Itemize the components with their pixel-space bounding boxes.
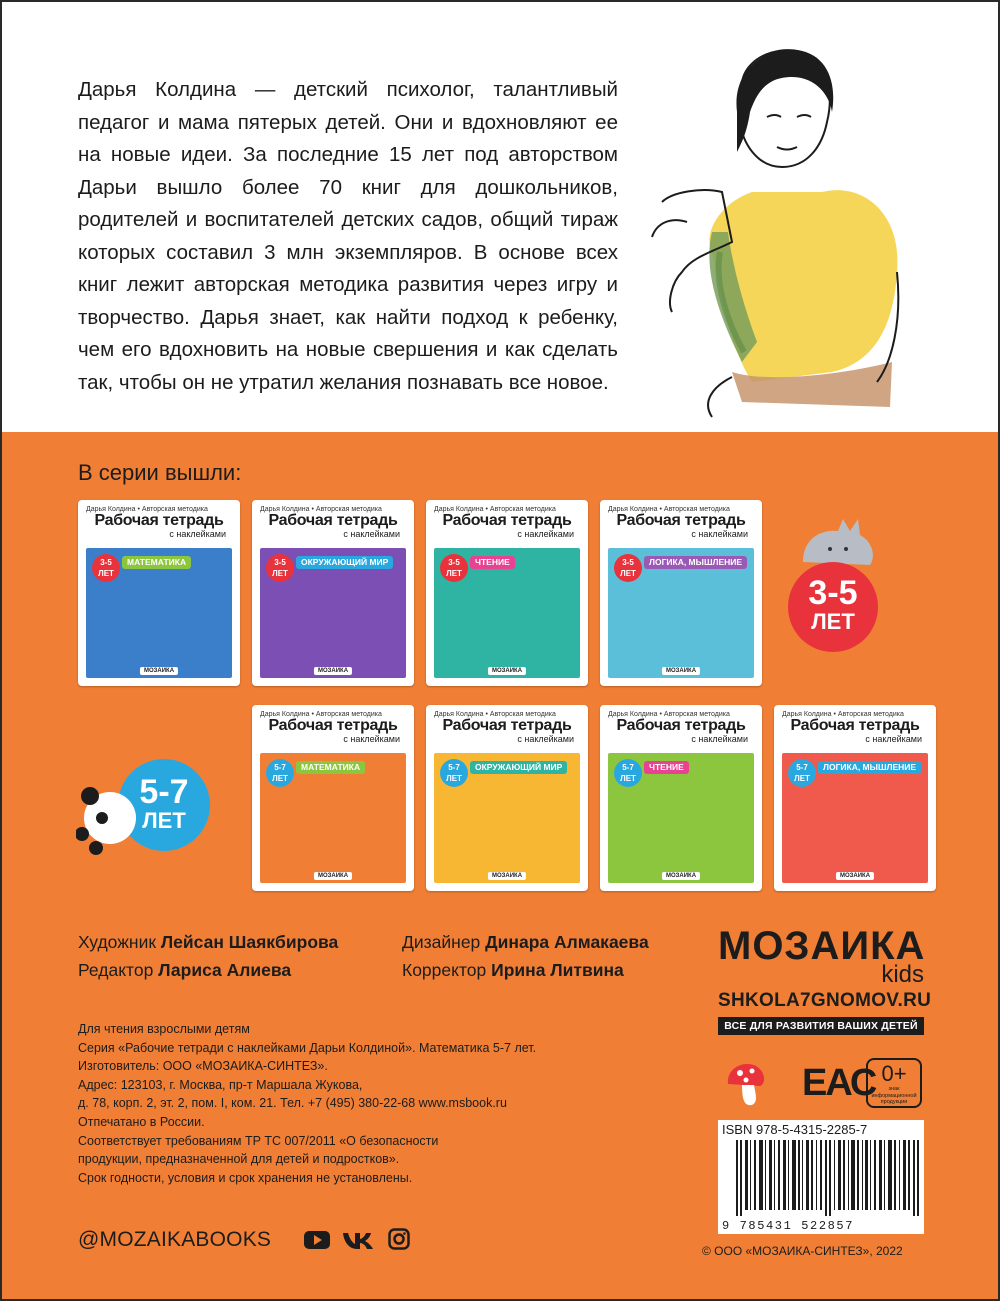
corrector-name: Ирина Литвина (491, 960, 624, 980)
book-age-badge: 5-7 ЛЕТ (440, 759, 468, 787)
credits-left (78, 928, 338, 984)
book-publisher: МОЗАИКА (488, 872, 526, 880)
book-age-badge: 5-7 ЛЕТ (788, 759, 816, 787)
book-subtitle: с наклейками (691, 529, 748, 539)
instagram-icon[interactable] (388, 1228, 410, 1250)
legal-line: Серия «Рабочие тетради с наклейками Дарьи Колдиной». Математика 5-7 лет. (78, 1040, 537, 1055)
editor-label: Редактор (78, 960, 154, 980)
book-age-badge: 3-5 ЛЕТ (266, 554, 294, 582)
editor-name: Лариса Алиева (158, 960, 292, 980)
book-author-line: Дарья Колдина • Авторская методика (434, 506, 556, 513)
book-author-line: Дарья Колдина • Авторская методика (260, 506, 382, 513)
book-subtitle: с наклейками (865, 734, 922, 744)
legal-line: Соответствует требованиям ТР ТС 007/2011 «О безопасности (78, 1133, 439, 1148)
book-cover-art (260, 548, 406, 678)
legal-line: Отпечатано в России. (78, 1114, 205, 1129)
age-badge-value: 5-7 (139, 773, 189, 811)
isbn-digits: 9 785431 522857 (722, 1219, 855, 1233)
panda-icon (76, 782, 140, 862)
legal-line: Изготовитель: ООО «МОЗАИКА-СИНТЕЗ». (78, 1059, 328, 1074)
book-age-badge: 3-5 ЛЕТ (440, 554, 468, 582)
book-title: Рабочая тетрадь (616, 717, 746, 734)
book-publisher: МОЗАИКА (488, 667, 526, 675)
book-subtitle: с наклейками (691, 734, 748, 744)
book-title: Рабочая тетрадь (94, 512, 224, 529)
author-bio-text: — детский психолог, талантливый педагог и мама пятерых детей. Они и вдохновляют ее на новые идеи. За последние 15 лет под авторством Дарьи вышло более 70 книг для дошкольников, родителей и воспитателей детских садов, общий тираж которых составил 3 млн экземпляров. В основе всех книг лежит авторская методика развития через игру и творчество. Дарья знает, как найти подход к ребенку, чем его вдохновить на новые свершения и как сделать так, чтобы он не утратил желания познавать все новое. (78, 78, 619, 394)
book-publisher: МОЗАИКА (314, 872, 352, 880)
corrector-label: Корректор (402, 960, 487, 980)
book-author-line: Дарья Колдина • Авторская методика (434, 711, 556, 718)
book-subject: ЧТЕНИЕ (644, 761, 689, 774)
book-title: Рабочая тетрадь (268, 717, 398, 734)
series-title: В серии вышли: (78, 460, 242, 485)
slogan: ВСЕ ДЛЯ РАЗВИТИЯ ВАШИХ ДЕТЕЙ (718, 1017, 924, 1035)
book-subject: ОКРУЖАЮЩИЙ МИР (296, 556, 393, 569)
book-cover-art (608, 548, 754, 678)
book-subject: ЛОГИКА, МЫШЛЕНИЕ (818, 761, 921, 774)
book-cover (600, 500, 762, 686)
legal-line: Адрес: 123103, г. Москва, пр-т Маршала Жукова, (78, 1077, 363, 1092)
legal-line: д. 78, корп. 2, эт. 2, пом. I, ком. 21. Тел. +7 (495) 380-22-68 www.msbook.ru (78, 1096, 507, 1111)
book-cover-art (260, 753, 406, 883)
book-title: Рабочая тетрадь (616, 512, 746, 529)
book-title: Рабочая тетрадь (442, 512, 572, 529)
book-cover-art (608, 753, 754, 883)
author-name: Дарья Колдина (78, 78, 237, 101)
book-age-badge: 3-5 ЛЕТ (614, 554, 642, 582)
mushroom-icon (724, 1058, 768, 1108)
artist-label: Художник (78, 932, 157, 952)
book-author-line: Дарья Колдина • Авторская методика (260, 711, 382, 718)
brand-kids: kids (881, 961, 924, 988)
book-author-line: Дарья Колдина • Авторская методика (608, 506, 730, 513)
book-cover (426, 500, 588, 686)
copyright: © ООО «МОЗАИКА-СИНТЕЗ», 2022 (702, 1244, 903, 1258)
book-title: Рабочая тетрадь (442, 717, 572, 734)
book-title: Рабочая тетрадь (790, 717, 920, 734)
age-rating-mark (866, 1058, 922, 1108)
age-badge-label: ЛЕТ (142, 808, 186, 833)
book-subtitle: с наклейками (169, 529, 226, 539)
youtube-icon[interactable] (304, 1230, 330, 1250)
book-cover-art (86, 548, 232, 678)
book-subject: ОКРУЖАЮЩИЙ МИР (470, 761, 567, 774)
book-age-badge: 5-7 ЛЕТ (614, 759, 642, 787)
book-cover-art (434, 753, 580, 883)
book-subject: МАТЕМАТИКА (296, 761, 365, 774)
age-badge-3-5 (788, 562, 878, 652)
book-age-badge: 5-7 ЛЕТ (266, 759, 294, 787)
designer-label: Дизайнер (402, 932, 481, 952)
barcode-graphic (736, 1140, 920, 1216)
book-subject: ЧТЕНИЕ (470, 556, 515, 569)
artist-name: Лейсан Шаякбирова (160, 932, 339, 952)
book-author-line: Дарья Колдина • Авторская методика (608, 711, 730, 718)
age-badge-value: 3-5 (808, 574, 858, 612)
eac-mark: ЕАС (802, 1062, 876, 1104)
book-age-badge: 3-5 ЛЕТ (92, 554, 120, 582)
publisher-logo (718, 924, 932, 1035)
book-cover (774, 705, 936, 891)
social-handle: @MOZAIKABOOKS (78, 1228, 272, 1251)
book-author-line: Дарья Колдина • Авторская методика (782, 711, 904, 718)
designer-name: Динара Алмакаева (485, 932, 649, 952)
website: SHKOLA7GNOMOV.RU (718, 990, 932, 1011)
legal-line: Срок годности, условия и срок хранения не установлены. (78, 1170, 413, 1185)
vk-icon[interactable] (342, 1230, 374, 1250)
book-publisher: МОЗАИКА (314, 667, 352, 675)
book-cover-art (782, 753, 928, 883)
legal-line: продукции, предназначенной для детей и подростков». (78, 1152, 400, 1167)
book-publisher: МОЗАИКА (140, 667, 178, 675)
isbn-barcode (718, 1120, 924, 1234)
book-publisher: МОЗАИКА (662, 872, 700, 880)
age-rating-value: 0+ (881, 1061, 907, 1086)
legal-line: Для чтения взрослыми детям (78, 1022, 250, 1036)
book-publisher: МОЗАИКА (662, 667, 700, 675)
book-subject: МАТЕМАТИКА (122, 556, 191, 569)
author-portrait-illustration (632, 42, 922, 432)
book-title: Рабочая тетрадь (268, 512, 398, 529)
book-cover (252, 500, 414, 686)
book-subtitle: с наклейками (343, 529, 400, 539)
book-cover-art (434, 548, 580, 678)
author-section (2, 2, 998, 432)
book-publisher: МОЗАИКА (836, 872, 874, 880)
legal-info (78, 1020, 598, 1187)
credits-right (402, 928, 649, 984)
book-cover (600, 705, 762, 891)
brand-name: МОЗАИКА (718, 924, 926, 968)
isbn-text: ISBN 978-5-4315-2285-7 (722, 1122, 868, 1137)
cat-icon (798, 517, 878, 567)
book-subtitle: с наклейками (517, 734, 574, 744)
book-author-line: Дарья Колдина • Авторская методика (86, 506, 208, 513)
age-badge-label: ЛЕТ (811, 609, 855, 634)
author-bio (78, 74, 618, 399)
book-cover (78, 500, 240, 686)
book-subtitle: с наклейками (517, 529, 574, 539)
book-cover (426, 705, 588, 891)
book-subtitle: с наклейками (343, 734, 400, 744)
book-subject: ЛОГИКА, МЫШЛЕНИЕ (644, 556, 747, 569)
age-rating-caption: знак информационной продукции (871, 1086, 917, 1105)
book-cover (252, 705, 414, 891)
